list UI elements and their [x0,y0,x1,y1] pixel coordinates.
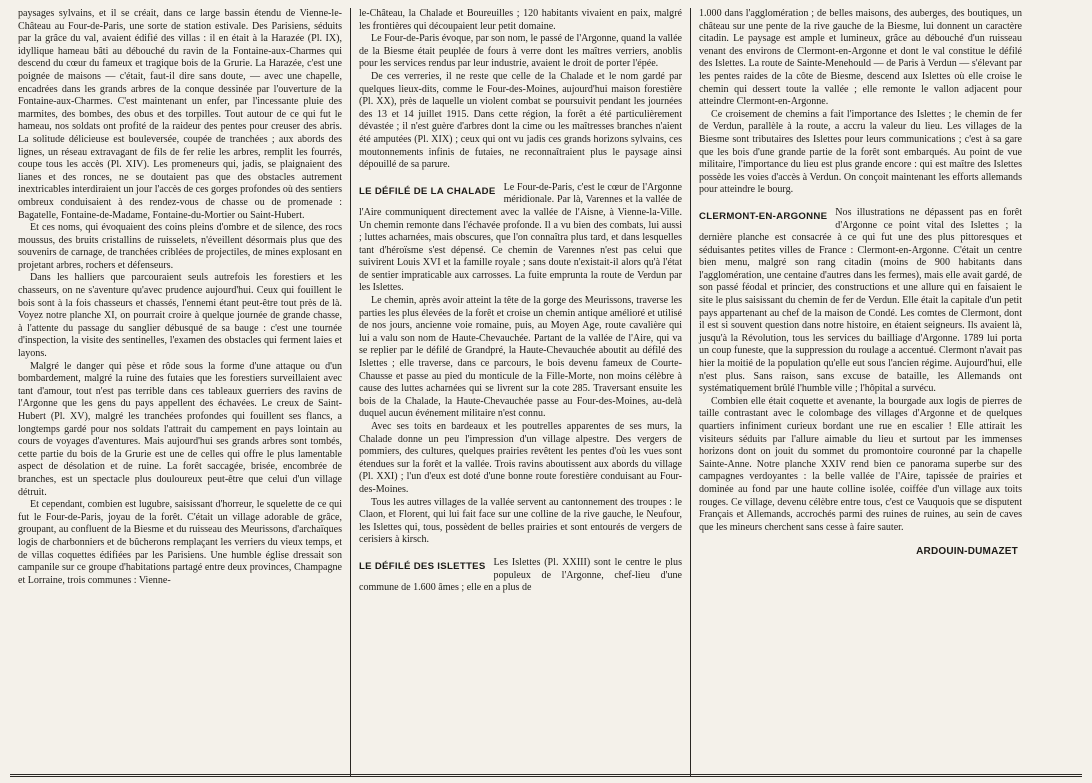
paragraph: paysages sylvains, et il se créait, dans ce large bassin étendu de Vienne-le-Château au Four-de-Paris, une sorte de station estivale. Des Parisiens, séduits par la grâce du val, avaient édifié des villas : il en était à la Harazée (Pl. IX), idyllique hameau bâti au débouché du ravin de la Fontaine-aux-Charmes qui descend du cœur du fameux et tragique bois de la Grurie. La Harazée, c'est une poignée de maisons — c'était, faut-il dire sans doute, — avec une chapelle, encadrées dans les grands arbres de la conque dessinée par l'ouverture de la Fontaine-aux-Charmes. C'est maintenant un enfer, par l'incessante pluie des marmites, des bombes, des obus et des torpilles. Tout autour de ce qui fut le hameau, nos soldats ont profité de la raideur des pentes pour creuser des abris. La solitude délicieuse est bouleversée, coupée de tranchées ; aux abords des lignes, un réseau extravagant de fils de fer relie les arbres, remplit les fourrés, coupe tous les accès (Pl. XIV). Les promeneurs qui, jadis, se plaignaient des lianes et des ronces, ne se doutaient pas que des obstacles autrement inextricables interdiraient un jour l'accès de ces gorges profondes où des sentiers ombreux conduisaient à des rendez-vous de chasse ou de promenade : Bagatelle, Fontaine-de-Madame, Fontaine-du-Mortier ou Saint-Hubert. [18,8,342,221]
text-columns [10,8,1082,776]
paragraph: Les Islettes (Pl. XXIII) sont le centre le plus populeux de l'Argonne, chef-lieu d'une commune de 1.600 âmes ; elle en a plus de [359,556,682,594]
paragraph: Dans les halliers que parcouraient seuls autrefois les forestiers et les chasseurs, on ne s'aventure qu'avec prudence aujourd'hui. Ceux qui fouillent le bois sont à la fois chasseurs et chassés, l'ennemi étant peut-être tout près de là. Voyez notre planche XI, on pourrait croire à quelque journée de grande chasse, à l'attente du passage du sanglier débusqué de sa bauge : c'est une tournée d'inspection, la visite des sentinelles, l'examen des obstacles qui ferment laies et layons. [18,272,342,360]
column-3 [690,8,1030,776]
paragraph: Le Four-de-Paris évoque, par son nom, le passé de l'Argonne, quand la vallée de la Biesme était peuplée de fours à verre dont les maîtres verriers, anoblis pour les services rendus par leur industrie, avaient le droit de porter l'épée. [359,33,682,70]
paragraph: De ces verreries, il ne reste que celle de la Chalade et le nom gardé par quelques lieux-dits, comme le Four-des-Moines, aujourd'hui maison forestière (Pl. XX), près de laquelle un violent combat se poursuivit pendant les journées des 13 et 14 juillet 1915. Dans cette région, la forêt a été particulièrement dévastée ; il n'est guère d'arbres dont la cime ou les maîtresses branches n'aient été amputées (Pl. XIX) ; ceux qui ont vu jadis ces grands horizons sylvains, ces moutonnements infinis de futaies, ne reconnaîtraient plus le paysage ainsi dépouillé de sa parure. [359,70,682,171]
section-islettes [359,557,682,595]
section-heading: CLERMONT-EN-ARGONNE [699,210,828,222]
paragraph: Ce croisement de chemins a fait l'importance des Islettes ; le chemin de fer de Verdun, parallèle à la route, a accru la valeur du lieu. Les villages de la Biesme sont tributaires des Islettes pour leurs communications ; c'est à sa gare que les bois d'une grande partie de la forêt sont embarqués. Au point de vue militaire, l'importance du lieu est plus grande encore : qui est maître des Islettes possède les voies d'accès à Verdun. On conçoit maintenant les efforts allemands pour atteindre le bourg. [699,108,1022,196]
paragraph: Et cependant, combien est lugubre, saisissant d'horreur, le squelette de ce qui fut le Four-de-Paris, joyau de la forêt. C'était un village adorable de grâce, groupant, au confluent de la Biesme et du ruisseau des Meurissons, d'archaïques logis de charbonniers et de bûcherons remplaçant les verriers du vieux temps, et de villas coquettes édifiées par les Parisiens. Une humble église dressait son campanile sur ce groupe d'habitations partagé entre deux provinces, Champagne et Lorraine, trois communes : Vienne- [18,499,342,586]
column-2 [350,8,690,776]
section-heading: LE DÉFILÉ DE LA CHALADE [359,185,496,197]
paragraph: Combien elle était coquette et avenante, la bourgade aux logis de pierres de taille contrastant avec le colombage des villages d'Argonne et de quelques quartiers infiniment curieux bordant une rue en escalier ! Elle attirait les visiteurs séduits par l'allure aimable du lieu et surtout par les immenses horizons dont on jouit du sommet du promontoire couronné par la chapelle Sainte-Anne. Notre planche XXIV rend bien ce panorama superbe sur des campagnes verdoyantes : la belle vallée de l'Aire, tapissée de prairies et dominée au fond par une haute colline isolée, coiffée d'un village aux toits rouges. Ce village, devenu célèbre entre tous, c'est ce Vauquois que se disputent Français et Allemands, accrochés parmi des ruines de ruines, au sein de caves que les mineurs cherchent sans cesse à faire sauter. [699,395,1022,533]
paragraph: Avec ses toits en bardeaux et les poutrelles apparentes de ses murs, la Chalade donne un peu l'impression d'un village alpestre. Des vergers de pommiers, des cultures, quelques prairies revêtent les pentes d'où les vues sont étendues sur la forêt et la vallée. Trois ravins aboutissent aux abords du village (Pl. XXI) ; l'un d'eux est doté d'une bonne route forestière conduisant au Four-des-Moines. [359,421,682,495]
paragraph: Le Four-de-Paris, c'est le cœur de l'Argonne méridionale. Par là, Varennes et la vallée de l'Aire communiquent directement avec la vallée de l'Aisne, à Vienne-la-Ville. Un chemin remonte dans l'échavée profonde. Il a vu bien des combats, lui aussi ; luttes acharnées, mais obscures, que l'on connaîtra plus tard, et dans lesquelles tant d'héroïsme s'est dépensé. Ce chemin de Varennes n'est pas celui que suivirent Louis XVI et la famille royale ; sans doute n'existait-il alors qu'à l'état de sentier impraticable aux carrosses. La fuite emprunta la route de Verdun par les Islettes. [359,181,682,294]
paragraph: 1.000 dans l'agglomération ; de belles maisons, des auberges, des boutiques, un château sur une pente de la rive gauche de la Biesme, lui donnent un caractère citadin. Le paysage est ample et lumineux, grâce au débouché d'un ruisseau venant des environs de Clermont-en-Argonne et dont le val constitue le défilé des Islettes. La route de Sainte-Menehould — de Paris à Verdun — s'élevant par les pentes raides de la côte de Biesme, descend aux Islettes où elle croise le chemin qui dessert toute la vallée ; elle remonte le vallon adjacent pour atteindre Clermont-en-Argonne. [699,8,1022,108]
section-heading: LE DÉFILÉ DES ISLETTES [359,560,486,572]
column-1 [10,8,350,776]
section-clermont [699,207,1022,534]
author-signature: ARDOUIN-DUMAZET [916,546,1018,558]
paragraph: Tous les autres villages de la vallée servent au cantonnement des troupes : le Claon, et Florent, qui lui fait face sur une colline de la rive gauche, le Neufour, les Islettes qui, tous, possèdent de belles prairies et sont entourés de vergers de cerisiers à kirsch. [359,496,682,546]
paragraph: Le chemin, après avoir atteint la tête de la gorge des Meurissons, traverse les parties les plus élevées de la forêt et croise un chemin antique amélioré et utilisé de nos jours, ancienne voie romaine, puis, au Moyen Age, route cavalière qui lui a valu son nom de Haute-Chevauchée. Partant de la vallée de l'Aire, qui va se replier par le défilé de Grandpré, la Haute-Chevauchée aboutit au défilé des Islettes ; elle traverse, dans ce parcours, le bois devenu fameux de Courte-Chausse et passe au pied du monticule de la Fille-Morte, non moins célèbre à cause des luttes acharnées qui se livrent sur la cote 285. Traversant ensuite les bois de la Chalade, la Haute-Chevauchée passe au Four-des-Moines, au-delà duquel aucun événement militaire n'est connu. [359,295,682,420]
section-chalade [359,182,682,547]
paragraph: Nos illustrations ne dépassent pas en forêt d'Argonne ce point vital des Islettes ; la dernière planche est consacrée à ce qui fut une des plus pittoresques et séduisantes petites villes de France : Clermont-en-Argonne. C'était un centre bien menu, malgré son rang citadin (moins de 900 habitants dans l'agglomération, une centaine d'autres dans les fermes), mais elle avait gardé, de son passé féodal et princier, des constructions et une allure qui en faisaient le site le plus saisissant du chemin de fer de Verdun. Elle était la capitale d'un petit pays appartenant au chef de la maison de Condé. Les comtes de Clermont, dont il est si souvent question dans notre histoire, en étaient seigneurs. Ils avaient là, jusqu'à la Révolution, tous les services du bailliage d'Argonne. 1789 lui porta un coup funeste, que la suppression du roulage a accentué. Clermont n'avait pas hier la moitié de la population qu'elle eut sous l'ancien régime. Aujourd'hui, elle n'est plus. Sans raison, sans excuse de bataille, les Allemands ont systématiquement brûlé l'humble ville ; l'hôpital a survécu. [699,206,1022,395]
footer-rule [10,774,1082,777]
paragraph: Et ces noms, qui évoquaient des coins pleins d'ombre et de silence, des rocs moussus, des bruits cristallins de ruisselets, n'éveillent désormais plus que des souvenirs de carnage, de tranchées criblées de projectiles, de mines explosant en projetant arbres, rochers et défenseurs. [18,222,342,271]
paragraph: Malgré le danger qui pèse et rôde sous la forme d'une attaque ou d'un bombardement, malgré la ruine des futaies que les forestiers surveillaient avec tant d'amour, tout n'est pas terrible dans ces tableaux guerriers des ravins de l'Argonne que les gens du pays appellent des échavées. Le creux de Saint-Hubert (Pl. XV), malgré les tranchées profondes qui fouillent ses flancs, a longtemps gardé pour nos soldats l'attrait du campement en pays lointain au cours de voyages d'aventures. Mais aujourd'hui ses grands arbres sont tombés, cette partie du bois de la Grurie est une de celles qui offre le plus lamentable aspect de désolation et de ruine. La forêt saccagée, brisée, encombrée de branches, est un spectacle plus douloureux peut-être que celui d'un village détruit. [18,360,342,498]
paragraph: le-Château, la Chalade et Boureuilles ; 120 habitants vivaient en paix, malgré les frontières qui découpaient leur petit domaine. [359,8,682,32]
